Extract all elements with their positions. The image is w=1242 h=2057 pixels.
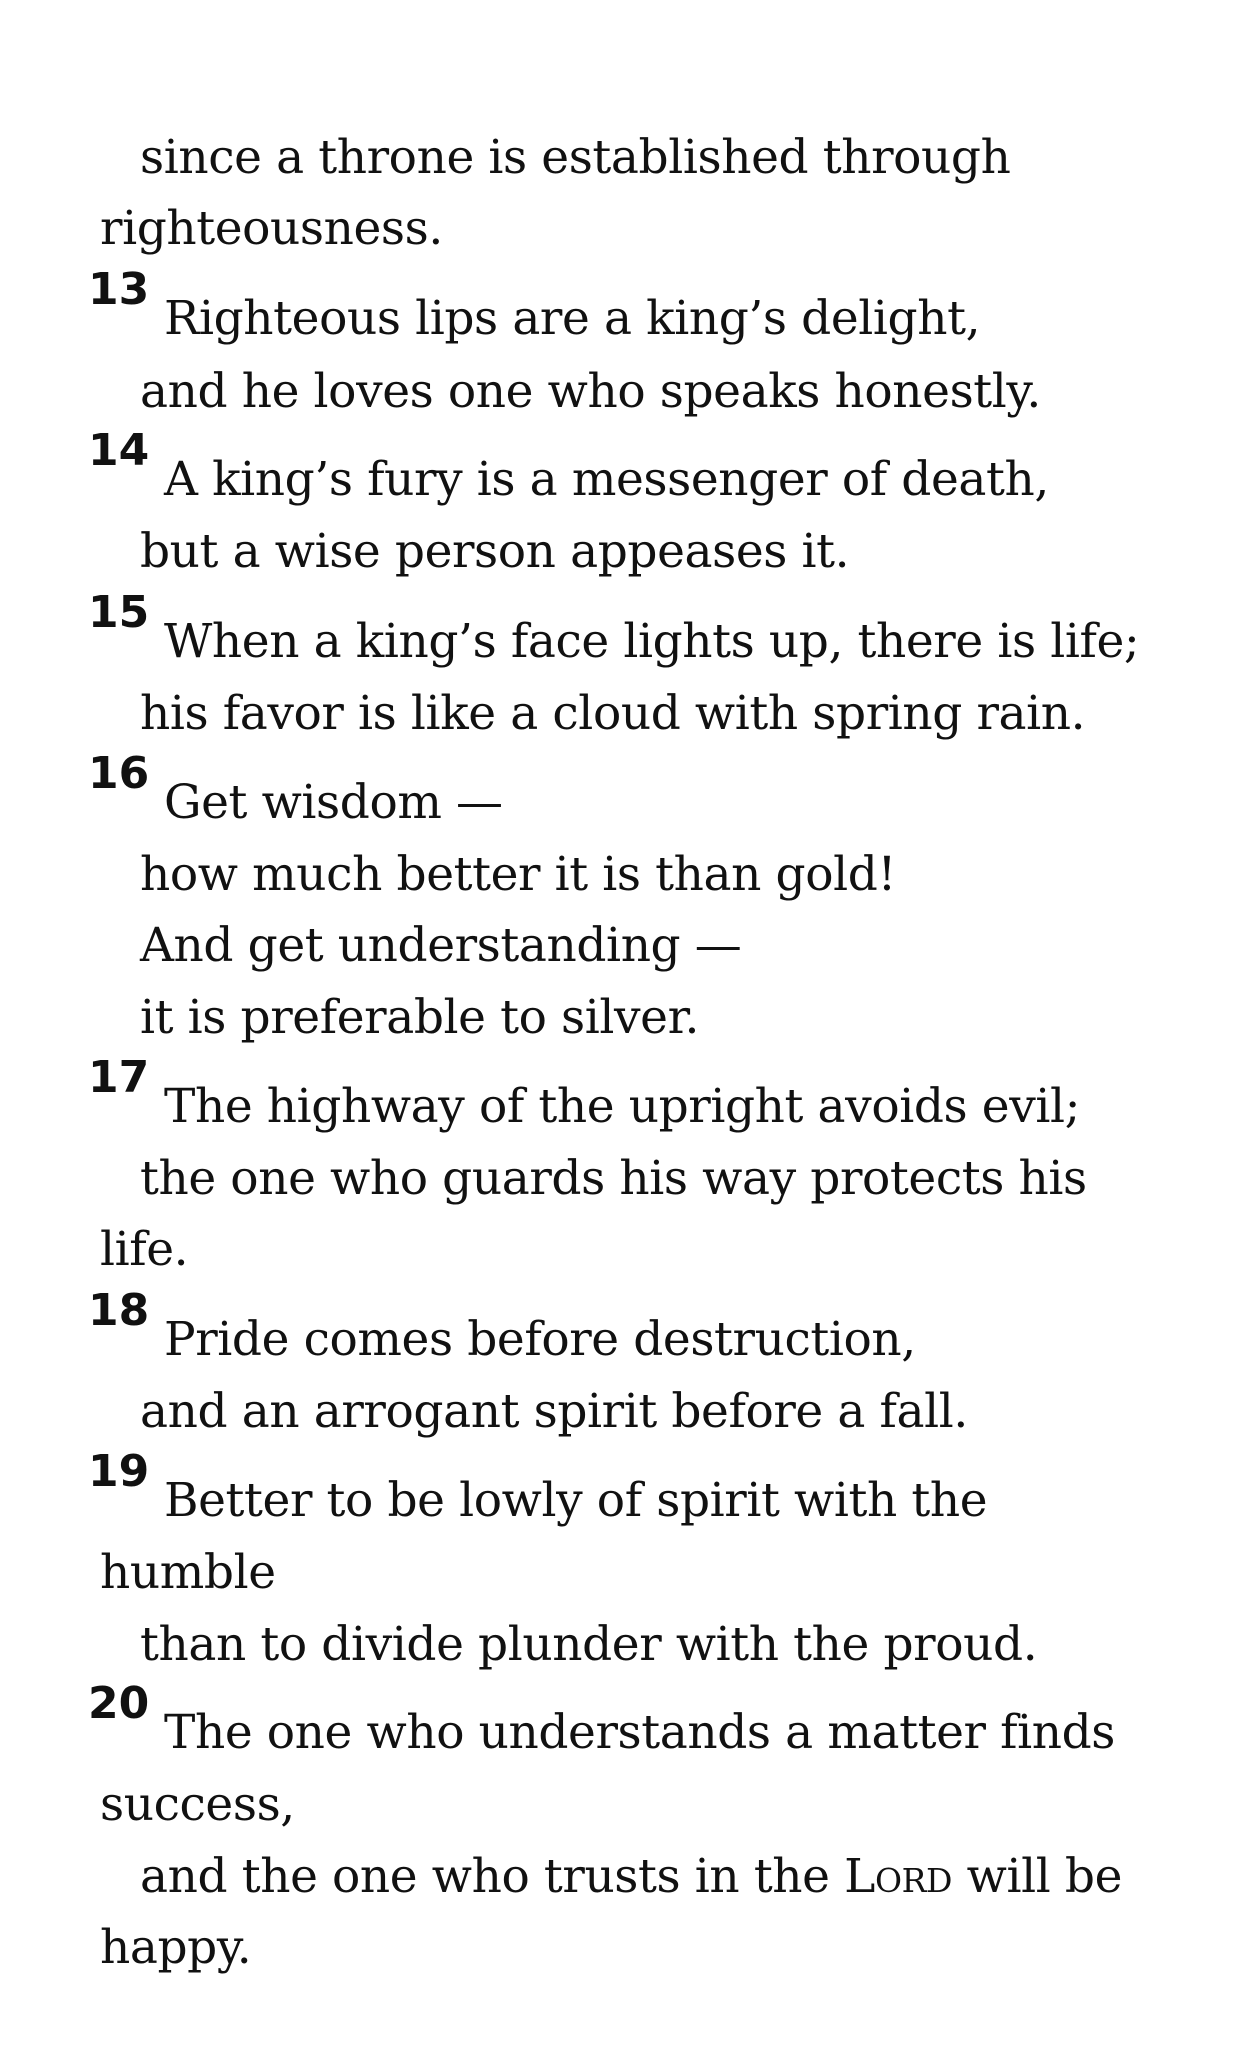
verse-line (140, 1849, 1122, 1905)
verse-number: 14 (88, 425, 150, 476)
verse-line: and he loves one who speaks honestly. (140, 364, 1041, 419)
verse-line: happy. (100, 1920, 252, 1975)
verse-line: success, (100, 1777, 295, 1832)
verse-line: than to divide plunder with the proud. (140, 1617, 1038, 1672)
verse-line: and an arrogant spirit before a fall. (140, 1384, 968, 1439)
verse-line: Righteous lips are a king’s delight, (164, 291, 981, 346)
verse-line: but a wise person appeases it. (140, 524, 850, 579)
verse-line: it is preferable to silver. (140, 990, 700, 1045)
verse-line: since a throne is established through (140, 130, 1011, 185)
verse-line: life. (100, 1222, 189, 1277)
verse-line: When a king’s face lights up, there is life; (164, 614, 1140, 669)
verse-line: And get understanding — (140, 918, 742, 973)
verse-number: 16 (88, 748, 150, 799)
verse-line: Get wisdom — (164, 775, 503, 830)
verse-line: humble (100, 1545, 276, 1600)
verse-line: the one who guards his way protects his (140, 1151, 1087, 1206)
verse-number: 18 (88, 1285, 150, 1336)
divine-name: Lord (844, 1849, 953, 1904)
verse-line: how much better it is than gold! (140, 847, 896, 902)
verse-line: Better to be lowly of spirit with the (164, 1473, 988, 1528)
verse-number: 20 (88, 1678, 150, 1729)
verse-number: 13 (88, 264, 150, 315)
verse-line: The one who understands a matter finds (164, 1705, 1116, 1760)
verse-number: 19 (88, 1446, 150, 1497)
verse-number: 15 (88, 587, 150, 638)
verse-line: righteousness. (100, 201, 443, 256)
verse-text: will be (966, 1849, 1123, 1904)
verse-line: The highway of the upright avoids evil; (164, 1079, 1081, 1134)
verse-number: 17 (88, 1052, 150, 1103)
verse-line: Pride comes before destruction, (164, 1312, 916, 1367)
verse-line: A king’s fury is a messenger of death, (164, 452, 1049, 507)
verse-text: and the one who trusts in the (140, 1849, 830, 1904)
verse-line: his favor is like a cloud with spring rain. (140, 686, 1086, 741)
